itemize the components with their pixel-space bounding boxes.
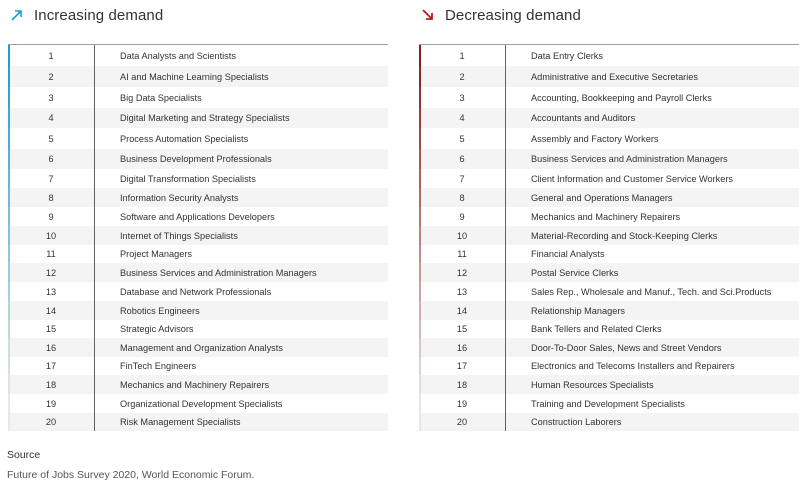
column-divider xyxy=(94,226,95,245)
rank-color-bar xyxy=(419,169,421,188)
rank-color-bar xyxy=(8,128,10,149)
decreasing-job-label: Financial Analysts xyxy=(531,249,605,259)
table-row xyxy=(419,394,799,413)
rank-color-bar xyxy=(8,169,10,188)
increasing-job-label: Data Analysts and Scientists xyxy=(120,50,236,61)
column-divider xyxy=(94,338,95,357)
rank-number: 16 xyxy=(45,342,57,353)
column-divider xyxy=(94,394,95,413)
rank-color-bar xyxy=(419,45,421,66)
table-row xyxy=(8,226,388,245)
table-row xyxy=(8,301,388,320)
increasing-job-label: FinTech Engineers xyxy=(120,361,197,371)
decreasing-job-label: Training and Development Specialists xyxy=(531,398,685,409)
column-divider xyxy=(505,320,506,338)
rank-number: 18 xyxy=(456,379,468,390)
column-divider xyxy=(94,108,95,128)
source-text: Future of Jobs Survey 2020, World Economic Forum. xyxy=(7,469,255,481)
table-row xyxy=(419,282,799,301)
rank-color-bar xyxy=(419,375,421,394)
rank-number: 2 xyxy=(459,71,465,82)
table-row xyxy=(419,245,799,263)
increasing-demand-heading xyxy=(8,0,388,30)
column-divider xyxy=(505,282,506,301)
source-block xyxy=(7,449,254,481)
decreasing-job-label: Mechanics and Machinery Repairers xyxy=(531,211,681,222)
rank-color-bar xyxy=(8,87,10,108)
increasing-job-label: Digital Transformation Specialists xyxy=(120,173,256,184)
rank-color-bar xyxy=(8,207,10,226)
column-divider xyxy=(94,413,95,431)
rank-number: 8 xyxy=(48,192,54,203)
increasing-demand-title: Increasing demand xyxy=(34,6,164,24)
rank-number: 17 xyxy=(45,361,57,371)
column-divider xyxy=(94,357,95,375)
rank-color-bar xyxy=(8,394,10,413)
column-divider xyxy=(94,188,95,207)
table-row xyxy=(419,87,799,108)
table-row xyxy=(8,108,388,128)
decreasing-job-label: Material-Recording and Stock-Keeping Clerks xyxy=(531,230,718,241)
rank-color-bar xyxy=(419,226,421,245)
column-divider xyxy=(505,87,506,108)
rank-number: 13 xyxy=(456,286,468,297)
rank-color-bar xyxy=(419,394,421,413)
increasing-demand-panel xyxy=(8,0,388,427)
decreasing-job-label: Door-To-Door Sales, News and Street Vendors xyxy=(531,342,722,353)
increasing-job-label: Information Security Analysts xyxy=(120,192,239,203)
rank-number: 17 xyxy=(456,361,468,371)
rank-color-bar xyxy=(8,282,10,301)
decreasing-job-label: Assembly and Factory Workers xyxy=(531,133,659,144)
table-row xyxy=(419,149,799,169)
rank-number: 7 xyxy=(48,173,54,184)
rank-number: 12 xyxy=(45,267,57,278)
table-row xyxy=(419,207,799,226)
decreasing-job-label: General and Operations Managers xyxy=(531,192,673,203)
rank-number: 11 xyxy=(457,249,467,259)
rank-number: 3 xyxy=(459,92,465,103)
column-divider xyxy=(505,169,506,188)
rank-number: 4 xyxy=(48,113,54,123)
decreasing-job-label: Administrative and Executive Secretaries xyxy=(531,71,698,82)
rank-number: 19 xyxy=(45,398,57,409)
rank-color-bar xyxy=(8,45,10,66)
column-divider xyxy=(505,394,506,413)
column-divider xyxy=(94,301,95,320)
rank-color-bar xyxy=(8,188,10,207)
increasing-job-label: Strategic Advisors xyxy=(120,324,194,334)
column-divider xyxy=(505,301,506,320)
table-row xyxy=(8,375,388,394)
increasing-job-label: Internet of Things Specialists xyxy=(120,230,238,241)
decreasing-job-label: Human Resources Specialists xyxy=(531,379,654,390)
decreasing-job-label: Postal Service Clerks xyxy=(531,267,619,278)
column-divider xyxy=(94,207,95,226)
column-divider xyxy=(505,149,506,169)
rank-color-bar xyxy=(8,413,10,431)
rank-color-bar xyxy=(8,301,10,320)
table-row xyxy=(8,357,388,375)
table-row xyxy=(419,226,799,245)
table-row xyxy=(8,87,388,108)
increasing-job-label: Organizational Development Specialists xyxy=(120,398,283,409)
rank-number: 10 xyxy=(45,230,57,241)
rank-number: 1 xyxy=(48,50,54,61)
table-row xyxy=(8,263,388,282)
rank-color-bar xyxy=(419,108,421,128)
decreasing-job-label: Electronics and Telecoms Installers and Repairers xyxy=(531,361,735,371)
table-row xyxy=(419,320,799,338)
increasing-job-label: Digital Marketing and Strategy Specialists xyxy=(120,113,290,123)
rank-color-bar xyxy=(419,413,421,431)
rank-color-bar xyxy=(8,338,10,357)
decreasing-demand-heading xyxy=(419,0,799,30)
column-divider xyxy=(94,263,95,282)
table-row xyxy=(419,66,799,87)
column-divider xyxy=(505,66,506,87)
table-row xyxy=(419,128,799,149)
rank-color-bar xyxy=(419,263,421,282)
table-row xyxy=(419,375,799,394)
table-row xyxy=(8,45,388,66)
table-row xyxy=(8,320,388,338)
rank-color-bar xyxy=(419,301,421,320)
table-row xyxy=(8,149,388,169)
column-divider xyxy=(94,87,95,108)
rank-number: 10 xyxy=(456,230,468,241)
rank-number: 20 xyxy=(456,417,468,427)
decreasing-job-label: Accountants and Auditors xyxy=(531,113,636,123)
increasing-job-label: Big Data Specialists xyxy=(120,92,202,103)
rank-color-bar xyxy=(419,207,421,226)
decreasing-job-label: Construction Laborers xyxy=(531,417,622,427)
increasing-job-label: Software and Applications Developers xyxy=(120,211,275,222)
arrow-down-right-icon xyxy=(421,8,435,22)
table-row xyxy=(8,394,388,413)
rank-color-bar xyxy=(419,66,421,87)
rank-number: 14 xyxy=(45,305,57,316)
column-divider xyxy=(94,320,95,338)
decreasing-job-label: Sales Rep., Wholesale and Manuf., Tech. and Sci.Products xyxy=(531,286,772,297)
increasing-job-label: Mechanics and Machinery Repairers xyxy=(120,379,270,390)
increasing-job-label: Business Development Professionals xyxy=(120,154,272,164)
increasing-job-label: Process Automation Specialists xyxy=(120,133,249,144)
rank-color-bar xyxy=(419,87,421,108)
rank-color-bar xyxy=(419,320,421,338)
decreasing-job-label: Business Services and Administration Managers xyxy=(531,154,728,164)
column-divider xyxy=(505,45,506,66)
table-row xyxy=(8,245,388,263)
rank-number: 1 xyxy=(459,50,465,61)
table-row xyxy=(8,188,388,207)
rank-color-bar xyxy=(419,188,421,207)
rank-number: 14 xyxy=(456,305,468,316)
increasing-demand-table xyxy=(8,44,388,431)
column-divider xyxy=(94,375,95,394)
column-divider xyxy=(505,188,506,207)
rank-color-bar xyxy=(8,263,10,282)
rank-number: 18 xyxy=(45,379,57,390)
rank-color-bar xyxy=(419,338,421,357)
rank-color-bar xyxy=(8,66,10,87)
column-divider xyxy=(505,207,506,226)
decreasing-job-label: Data Entry Clerks xyxy=(531,50,603,61)
increasing-job-label: Database and Network Professionals xyxy=(120,286,272,297)
rank-number: 4 xyxy=(459,113,465,123)
rank-color-bar xyxy=(419,149,421,169)
rank-number: 11 xyxy=(46,249,56,259)
rank-color-bar xyxy=(8,357,10,375)
rank-number: 9 xyxy=(459,211,465,222)
table-row xyxy=(419,357,799,375)
column-divider xyxy=(505,413,506,431)
table-row xyxy=(8,66,388,87)
column-divider xyxy=(94,169,95,188)
increasing-job-label: Robotics Engineers xyxy=(120,305,200,316)
increasing-job-label: Project Managers xyxy=(120,249,193,259)
rank-number: 19 xyxy=(456,398,468,409)
increasing-job-label: Risk Management Specialists xyxy=(120,417,241,427)
table-row xyxy=(8,128,388,149)
column-divider xyxy=(505,338,506,357)
column-divider xyxy=(94,128,95,149)
rank-number: 15 xyxy=(456,324,468,334)
rank-number: 13 xyxy=(45,286,57,297)
column-divider xyxy=(505,375,506,394)
table-row xyxy=(8,207,388,226)
rank-number: 5 xyxy=(459,133,465,144)
rank-color-bar xyxy=(419,282,421,301)
rank-number: 9 xyxy=(48,211,54,222)
table-row xyxy=(419,188,799,207)
rank-number: 3 xyxy=(48,92,54,103)
rank-color-bar xyxy=(8,108,10,128)
rank-number: 20 xyxy=(45,417,57,427)
rank-number: 7 xyxy=(459,173,465,184)
source-title: Source xyxy=(7,449,41,461)
table-row xyxy=(419,45,799,66)
column-divider xyxy=(94,245,95,263)
table-row xyxy=(419,338,799,357)
column-divider xyxy=(505,226,506,245)
rank-color-bar xyxy=(419,357,421,375)
column-divider xyxy=(505,245,506,263)
table-row xyxy=(8,413,388,431)
column-divider xyxy=(94,282,95,301)
column-divider xyxy=(505,357,506,375)
rank-color-bar xyxy=(419,245,421,263)
rank-number: 2 xyxy=(48,71,54,82)
rank-number: 6 xyxy=(48,154,54,164)
table-row xyxy=(419,169,799,188)
rank-color-bar xyxy=(8,149,10,169)
column-divider xyxy=(94,45,95,66)
column-divider xyxy=(94,149,95,169)
column-divider xyxy=(505,263,506,282)
decreasing-job-label: Client Information and Customer Service Workers xyxy=(531,173,734,184)
rank-number: 15 xyxy=(45,324,57,334)
decreasing-job-label: Bank Tellers and Related Clerks xyxy=(531,324,662,334)
rank-number: 12 xyxy=(456,267,468,278)
increasing-job-label: Management and Organization Analysts xyxy=(120,342,283,353)
rank-number: 16 xyxy=(456,342,468,353)
table-row xyxy=(419,301,799,320)
increasing-job-label: Business Services and Administration Managers xyxy=(120,267,317,278)
column-divider xyxy=(505,108,506,128)
increasing-job-label: AI and Machine Learning Specialists xyxy=(120,71,269,82)
rank-color-bar xyxy=(8,226,10,245)
column-divider xyxy=(505,128,506,149)
table-row xyxy=(419,413,799,431)
table-row xyxy=(419,108,799,128)
decreasing-job-label: Accounting, Bookkeeping and Payroll Clerks xyxy=(531,92,712,103)
table-row xyxy=(8,169,388,188)
rank-color-bar xyxy=(8,245,10,263)
decreasing-demand-table xyxy=(419,44,799,431)
decreasing-demand-panel xyxy=(419,0,799,427)
rank-number: 6 xyxy=(459,154,465,164)
arrow-up-right-icon xyxy=(10,8,24,22)
decreasing-demand-title: Decreasing demand xyxy=(445,6,581,24)
table-row xyxy=(419,263,799,282)
decreasing-job-label: Relationship Managers xyxy=(531,305,625,316)
column-divider xyxy=(94,66,95,87)
rank-number: 8 xyxy=(459,192,465,203)
rank-number: 5 xyxy=(48,133,54,144)
rank-color-bar xyxy=(419,128,421,149)
rank-color-bar xyxy=(8,375,10,394)
rank-color-bar xyxy=(8,320,10,338)
table-row xyxy=(8,338,388,357)
table-row xyxy=(8,282,388,301)
